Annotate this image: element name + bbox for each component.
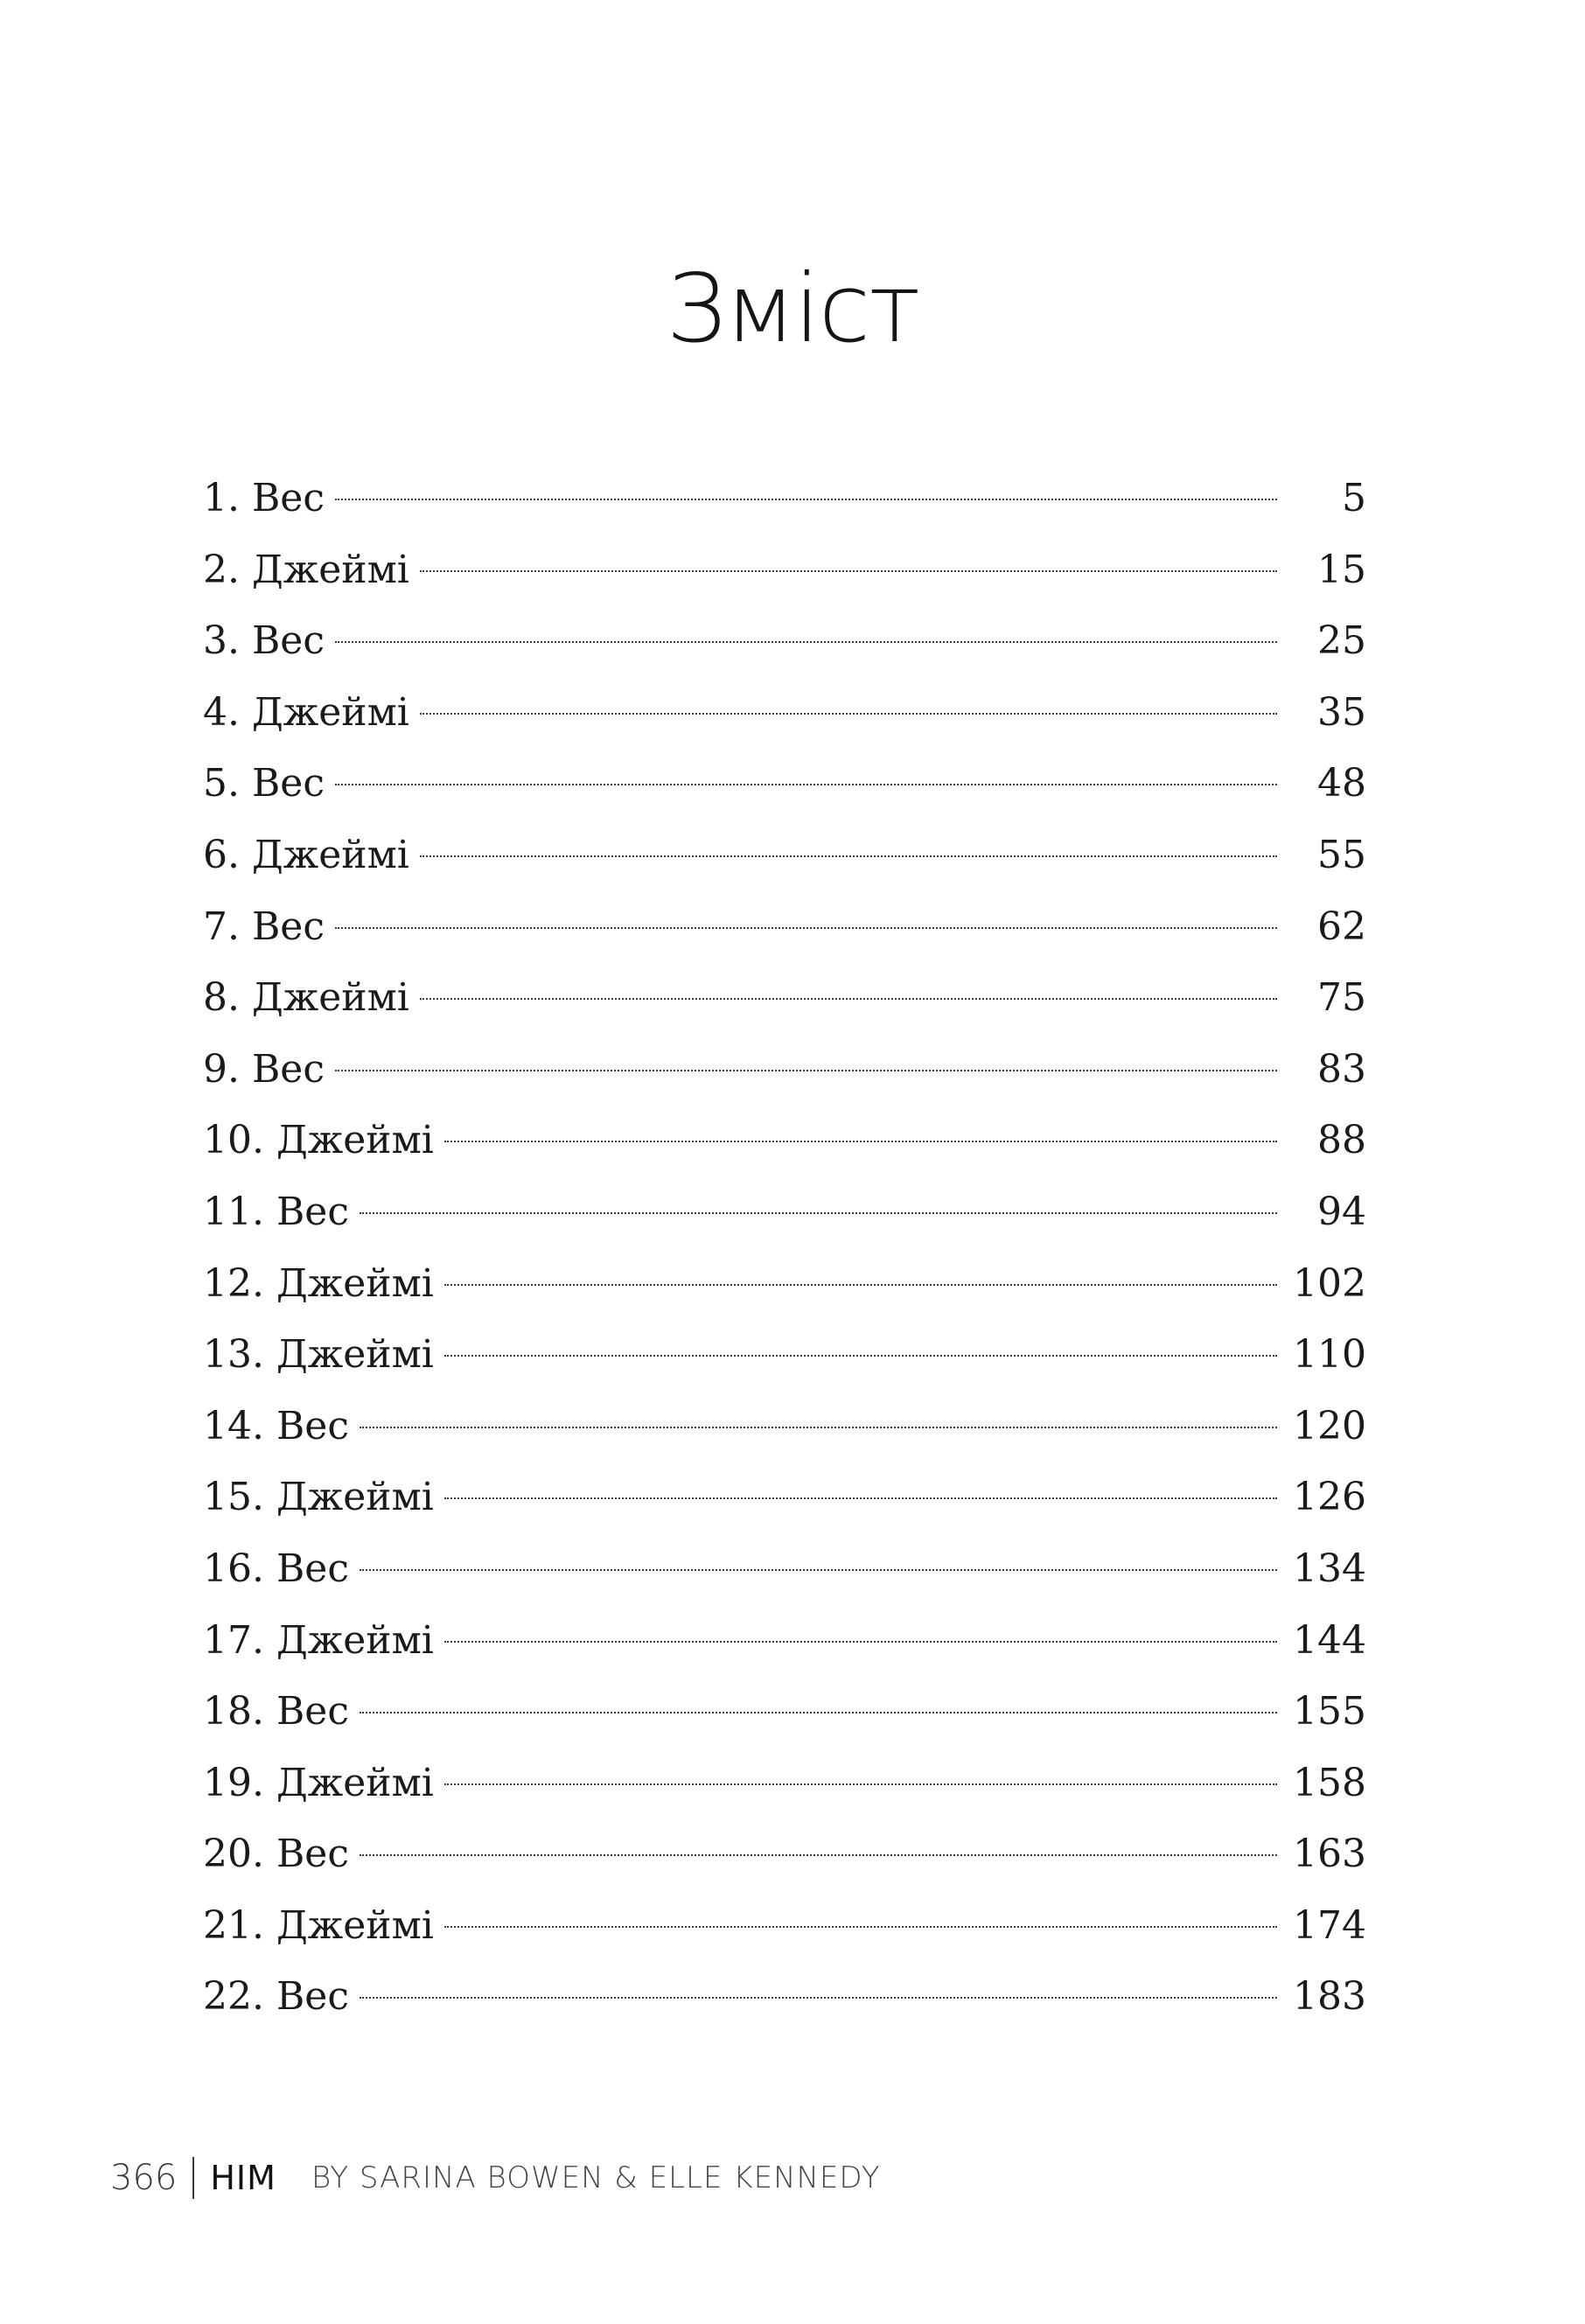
- toc-entry-15: [203, 1475, 1366, 1550]
- toc-entry-label: 19. Джеймі: [203, 1760, 434, 1805]
- toc-entry-3: [203, 618, 1366, 694]
- toc-entry-page: 102: [1293, 1260, 1366, 1306]
- toc-entry-label: 8. Джеймі: [203, 975, 409, 1021]
- toc-entry-page: 88: [1317, 1118, 1366, 1163]
- toc-entry-label: 17. Джеймі: [203, 1617, 434, 1663]
- toc-entry-page: 155: [1293, 1689, 1366, 1734]
- toc-entry-11: [203, 1189, 1366, 1265]
- toc-entry-page: 158: [1293, 1760, 1366, 1805]
- dot-leader: [444, 1141, 1277, 1142]
- toc-entry-label: 6. Джеймі: [203, 832, 409, 877]
- toc-entry-label: 4. Джеймі: [203, 689, 409, 735]
- toc-entry-page: 134: [1293, 1546, 1366, 1591]
- toc-entry-label: 13. Джеймі: [203, 1332, 434, 1378]
- toc-entry-page: 83: [1317, 1046, 1366, 1092]
- toc-entry-label: 5. Вес: [203, 761, 325, 806]
- toc-entry-label: 16. Вес: [203, 1546, 349, 1591]
- dot-leader: [360, 1212, 1277, 1214]
- footer-divider: [192, 2157, 194, 2199]
- toc-entry-8: [203, 975, 1366, 1050]
- toc-entry-label: 10. Джеймі: [203, 1118, 434, 1163]
- toc-entry-7: [203, 904, 1366, 980]
- dot-leader: [444, 1641, 1277, 1643]
- toc-entry-17: [203, 1617, 1366, 1693]
- toc-entry-page: 5: [1342, 476, 1366, 520]
- toc-entry-12: [203, 1260, 1366, 1336]
- dot-leader: [335, 1070, 1277, 1071]
- toc-entry-1: [203, 476, 1366, 551]
- toc-entry-14: [203, 1403, 1366, 1479]
- toc-entry-page: 120: [1293, 1403, 1366, 1448]
- toc-entry-10: [203, 1118, 1366, 1193]
- dot-leader: [420, 855, 1277, 857]
- toc-entry-page: 163: [1293, 1832, 1366, 1877]
- dot-leader: [444, 1497, 1277, 1499]
- dot-leader: [360, 1427, 1277, 1428]
- dot-leader: [335, 499, 1277, 500]
- toc-entry-page: 144: [1293, 1617, 1366, 1663]
- toc-entry-label: 15. Джеймі: [203, 1475, 434, 1520]
- dot-leader: [444, 1284, 1277, 1286]
- dot-leader: [420, 998, 1277, 1000]
- dot-leader: [335, 641, 1277, 643]
- toc-entry-label: 3. Вес: [203, 618, 325, 664]
- dot-leader: [420, 713, 1277, 715]
- footer-book-title: HIM: [210, 2159, 276, 2197]
- toc-entry-page: 94: [1317, 1189, 1366, 1234]
- toc-entry-page: 183: [1293, 1974, 1366, 2020]
- toc-entry-label: 18. Вес: [203, 1689, 349, 1734]
- toc-entry-label: 2. Джеймі: [203, 547, 409, 592]
- dot-leader: [335, 784, 1277, 785]
- toc-entry-4: [203, 689, 1366, 765]
- toc-entry-label: 22. Вес: [203, 1974, 349, 2020]
- toc-entry-label: 14. Вес: [203, 1403, 349, 1448]
- toc-entry-18: [203, 1689, 1366, 1764]
- toc-entry-label: 20. Вес: [203, 1832, 349, 1877]
- footer-page-number: 366: [110, 2158, 178, 2198]
- toc-entry-page: 174: [1293, 1902, 1366, 1948]
- toc-entry-page: 126: [1293, 1475, 1366, 1520]
- toc-entry-label: 9. Вес: [203, 1046, 325, 1092]
- toc-entry-page: 15: [1317, 547, 1366, 592]
- toc-entry-5: [203, 761, 1366, 836]
- page-title: Зміст: [666, 255, 919, 364]
- toc-entry-22: [203, 1974, 1366, 2049]
- toc-entry-label: 7. Вес: [203, 904, 325, 949]
- toc-entry-page: 75: [1317, 975, 1366, 1021]
- footer-author-line: BY SARINA BOWEN & ELLE KENNEDY: [311, 2160, 881, 2195]
- toc-entry-page: 62: [1317, 904, 1366, 949]
- dot-leader: [360, 1997, 1277, 1999]
- toc-entry-13: [203, 1332, 1366, 1407]
- toc-entry-page: 25: [1317, 618, 1366, 664]
- dot-leader: [444, 1783, 1277, 1785]
- dot-leader: [444, 1355, 1277, 1357]
- dot-leader: [335, 927, 1277, 929]
- toc-entry-page: 35: [1317, 689, 1366, 735]
- dot-leader: [420, 570, 1277, 572]
- dot-leader: [360, 1569, 1277, 1571]
- dot-leader: [444, 1926, 1277, 1928]
- toc-entry-6: [203, 832, 1366, 908]
- toc-entry-label: 11. Вес: [203, 1189, 349, 1234]
- toc-entry-20: [203, 1832, 1366, 1907]
- toc-entry-19: [203, 1760, 1366, 1836]
- toc-entry-2: [203, 547, 1366, 623]
- toc-entry-9: [203, 1046, 1366, 1122]
- dot-leader: [360, 1712, 1277, 1713]
- toc-entry-16: [203, 1546, 1366, 1622]
- toc-entry-page: 110: [1293, 1332, 1366, 1378]
- toc-entry-label: 12. Джеймі: [203, 1260, 434, 1306]
- table-of-contents: [203, 476, 1366, 2049]
- running-footer: [110, 2157, 881, 2199]
- toc-entry-page: 48: [1317, 761, 1366, 806]
- toc-entry-label: 1. Вес: [203, 476, 325, 520]
- dot-leader: [360, 1854, 1277, 1856]
- toc-entry-page: 55: [1317, 832, 1366, 877]
- toc-entry-label: 21. Джеймі: [203, 1902, 434, 1948]
- toc-entry-21: [203, 1902, 1366, 1979]
